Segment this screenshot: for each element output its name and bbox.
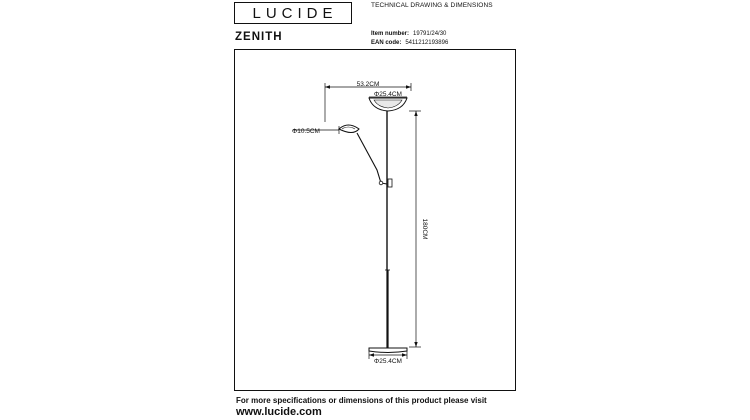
drawing-frame — [234, 49, 516, 391]
footer-note: For more specifications or dimensions of this product please visit — [236, 396, 487, 405]
brand-logo: LUCIDE — [234, 2, 352, 24]
base-dimension-label: Φ25.4CM — [374, 358, 402, 365]
arm-joint — [379, 181, 383, 185]
item-number-row — [371, 30, 448, 39]
item-number-label: Item number: — [371, 31, 410, 37]
product-name: ZENITH — [235, 31, 283, 43]
dimmer-knob — [388, 179, 392, 187]
lamp-base — [369, 348, 407, 353]
height-dimension-label: 180CM — [421, 218, 428, 240]
ean-code-label: EAN code: — [371, 39, 402, 46]
product-meta — [371, 30, 448, 47]
technical-drawing — [235, 50, 517, 392]
footer-url[interactable]: www.lucide.com — [236, 406, 322, 418]
item-number-value: 19791/24/30 — [413, 31, 447, 37]
ean-code-row — [371, 39, 448, 48]
arrow-height-top — [414, 111, 417, 116]
reading-lamp-dimension-label: Φ10.5CM — [292, 128, 320, 135]
arrow-width-left — [325, 85, 330, 88]
arrow-height-bottom — [414, 342, 417, 347]
arrow-base-left — [369, 353, 374, 356]
top-shade-dimension-label: Φ25.4CM — [374, 91, 402, 98]
arrow-width-right — [406, 85, 411, 88]
reading-arm — [357, 133, 387, 184]
ean-code-value: 5411212193896 — [405, 39, 449, 46]
document-type: TECHNICAL DRAWING & DIMENSIONS — [371, 2, 493, 9]
width-dimension-label: 53.2CM — [356, 81, 380, 88]
arrow-base-right — [402, 353, 407, 356]
